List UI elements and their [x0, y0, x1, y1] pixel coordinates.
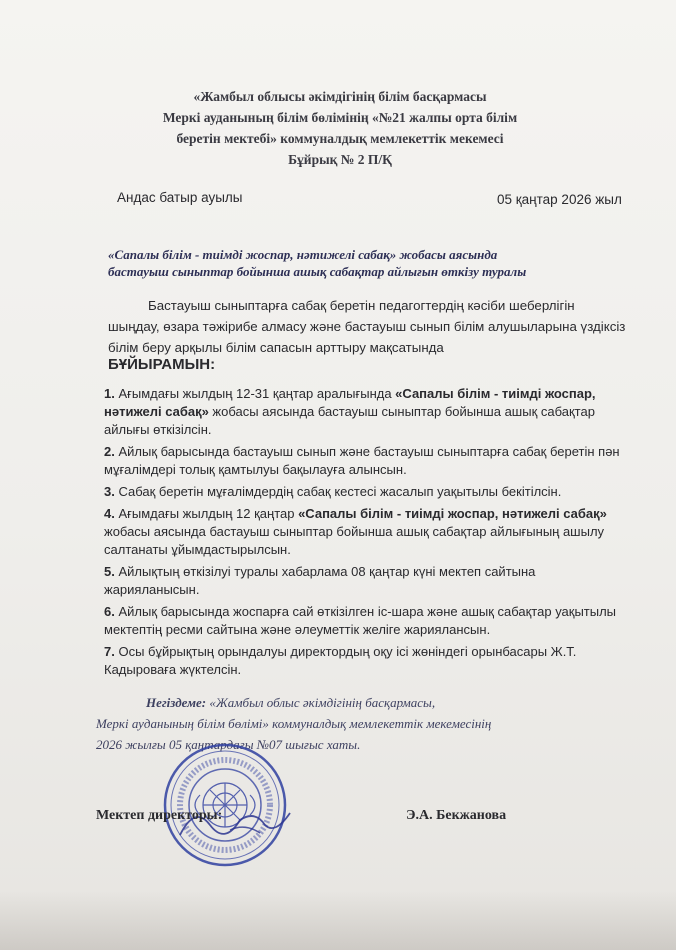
order-number: Бұйрық № 2 П/Қ — [288, 152, 392, 167]
item-text: Сабақ беретін мұғалімдердің сабақ кестесі жасалып уақытылы бекітілсін. — [118, 484, 562, 499]
item-number: 1. — [104, 386, 115, 401]
paper-shadow — [0, 890, 676, 950]
item-number: 7. — [104, 644, 115, 659]
item-project-title: «Сапалы білім - тиімді жоспар, нәтижелі сабақ» — [104, 386, 596, 419]
header-line-2: Меркі ауданының білім бөлімінің «№21 жалпы орта білім — [162, 110, 518, 125]
item-number: 6. — [104, 604, 115, 619]
item-text: Осы бұйрықтың орындалуы директордың оқу ісі жөніндегі орынбасары Ж.Т. Кадыроваға жүктелсін. — [104, 644, 577, 677]
header-line-3: беретін мектебі» коммуналдық мемлекеттік мекемесі — [176, 131, 504, 146]
item-text: Ағымдағы жылдың 12-31 қаңтар аралығында — [118, 386, 396, 401]
header-line-1: «Жамбыл облысы әкімдігінің білім басқармасы — [193, 89, 487, 104]
director-title: Мектеп директоры: — [96, 808, 223, 823]
item-number: 3. — [104, 484, 115, 499]
item-number: 4. — [104, 506, 115, 521]
document-date: 05 қаңтар 2026 жыл — [497, 192, 622, 207]
order-items — [104, 385, 634, 683]
topic-line-2: бастауыш сыныптар бойынша ашық сабақтар айлығын өткізу туралы — [108, 264, 527, 279]
topic-line-1: «Сапалы білім - тиімді жоспар, нәтижелі сабақ» жобасы аясында — [108, 247, 498, 262]
order-item — [104, 643, 634, 679]
document-header — [120, 86, 560, 170]
director-name: Э.А. Бекжанова — [406, 808, 507, 823]
basis-line-1: «Жамбыл облыс әкімдігінің басқармасы, — [206, 695, 436, 710]
item-text: Айлықтың өткізілуі туралы хабарлама 08 қаңтар күні мектеп сайтына жарияланысын. — [104, 564, 536, 597]
order-item — [104, 505, 634, 559]
item-number: 5. — [104, 564, 115, 579]
order-heading: БҰЙЫРАМЫН: — [108, 356, 216, 373]
item-text: Ағымдағы жылдың 12 қаңтар — [118, 506, 299, 521]
basis-label: Негіздеме: — [146, 695, 207, 710]
preamble-text: Бастауыш сыныптарға сабақ беретін педагогтердің кәсіби шеберлігін шыңдау, өзара тәжірибе алмасу және бастауыш сынып білім алушыларына үздіксіз білім беру арқылы білім сапасын арттыру мақсатында — [108, 298, 626, 355]
item-number: 2. — [104, 444, 115, 459]
basis-line-3: 2026 жылғы 05 қаңтардағы №07 шығыс хаты. — [96, 737, 361, 752]
order-item — [104, 603, 634, 639]
order-topic — [108, 246, 648, 280]
basis-line-2: Меркі ауданының білім бөлімі» коммуналдық мемлекеттік мекемесінің — [96, 716, 492, 731]
order-item — [104, 385, 634, 439]
item-text-tail: жобасы аясында бастауыш сыныптар бойынша ашық сабақтар айлығы өткізілсін. — [104, 404, 595, 437]
item-text: Айлық барысында жоспарға сай өткізілген іс-шара және ашық сабақтар уақытылы мектептің ресми сайтына және әлеуметтік желіге жариялансын. — [104, 604, 617, 637]
order-item — [104, 563, 634, 599]
order-item — [104, 483, 634, 501]
place-name: Андас батыр ауылы — [117, 190, 243, 205]
item-project-title: «Сапалы білім - тиімді жоспар, нәтижелі сабақ» — [298, 506, 607, 521]
item-text-tail: жобасы аясында бастауыш сыныптар бойынша ашық сабақтар айлығының ашылу салтанаты ұйымдастырылсын. — [104, 524, 605, 557]
item-text: Айлық барысында бастауыш сынып және бастауыш сыныптарға сабақ беретін пән мұғалімдері толық қамтылуы бақылауға алынсын. — [104, 444, 620, 477]
order-item — [104, 443, 634, 479]
